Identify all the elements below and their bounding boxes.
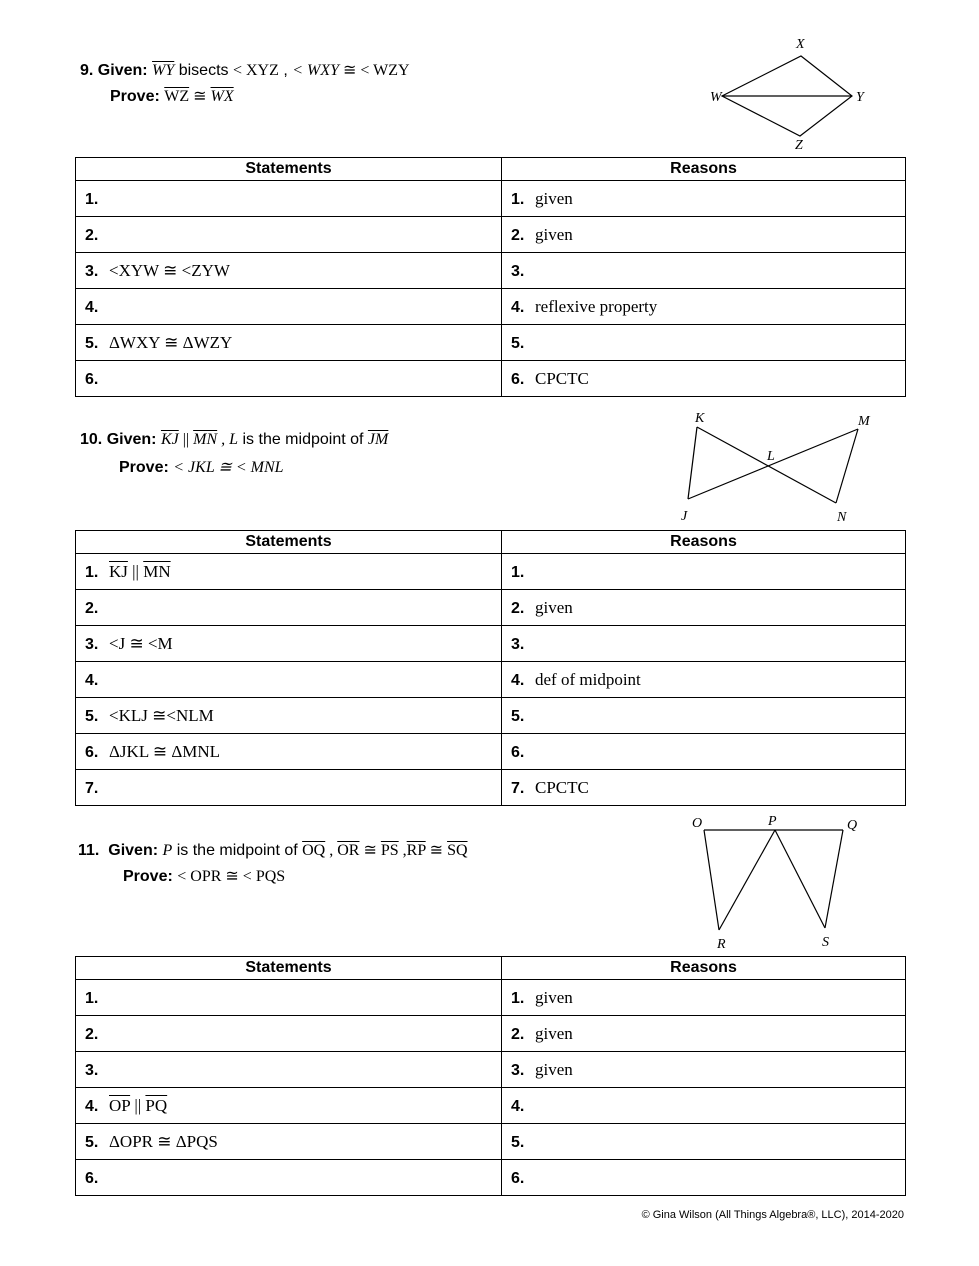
table-row <box>76 590 906 626</box>
copyright-footer: © Gina Wilson (All Things Algebra®, LLC), 2014-2020 <box>641 1209 904 1221</box>
figure-bowtie-jklmn <box>670 402 890 530</box>
statement-cell[interactable] <box>76 253 502 289</box>
vertex-label: N <box>837 510 847 525</box>
reason-cell[interactable] <box>502 289 906 325</box>
reason-text: given <box>535 597 573 617</box>
prove-statement: < JKL ≅ < MNL <box>173 459 284 476</box>
table-row <box>76 181 906 217</box>
step-number: 6. <box>85 743 99 761</box>
step-number: 2. <box>85 599 99 617</box>
column-header: Reasons <box>502 158 906 181</box>
step-number: 3. <box>511 635 525 653</box>
problem-number: 11. <box>78 842 100 859</box>
vertex-label: L <box>767 449 775 464</box>
step-number: 1. <box>511 989 525 1007</box>
step-number: 5. <box>511 1133 525 1151</box>
given-label: Given: <box>108 842 159 859</box>
step-number: 6. <box>511 1169 525 1187</box>
segment: $\overline{OQ}$ <box>302 842 326 859</box>
reason-text: given <box>535 224 573 244</box>
step-number: 4. <box>511 298 525 316</box>
step-number: 1. <box>85 190 99 208</box>
step-number: 7. <box>85 779 99 797</box>
proof-table-11 <box>75 956 906 1196</box>
column-header: Reasons <box>502 531 906 554</box>
segment: $\overline{WX}$ <box>210 88 234 105</box>
step-number: 2. <box>85 226 99 244</box>
step-number: 6. <box>511 743 525 761</box>
reason-cell[interactable] <box>502 1016 906 1052</box>
figure-kite-wxyz <box>700 32 880 157</box>
table-row <box>76 554 906 590</box>
parallel-symbol: || <box>130 1095 146 1115</box>
parallel-symbol: || <box>178 431 194 448</box>
step-number: 5. <box>85 334 99 352</box>
vertex-label: Q <box>847 818 858 833</box>
segment: $\overline{KJ}$ <box>109 561 128 581</box>
statement-cell[interactable] <box>76 1088 502 1124</box>
proof-table-10 <box>75 530 906 806</box>
prove-label: Prove: <box>119 459 169 476</box>
reason-cell[interactable] <box>502 1052 906 1088</box>
step-number: 2. <box>511 1025 525 1043</box>
vertex-label: S <box>822 935 829 950</box>
statement-cell[interactable] <box>76 590 502 626</box>
step-number: 2. <box>511 599 525 617</box>
angle: < WZY <box>360 62 410 79</box>
step-number: 5. <box>85 1133 99 1151</box>
step-number: 4. <box>511 671 525 689</box>
vertex-label: P <box>768 814 777 829</box>
table-row <box>76 1160 906 1196</box>
step-number: 1. <box>85 563 99 581</box>
segment: $\overline{JM}$ <box>367 431 389 448</box>
proof-table-9 <box>75 157 906 397</box>
statement-cell[interactable] <box>76 325 502 361</box>
segment: $\overline{OP}$ <box>109 1095 131 1115</box>
problem-number: 10. <box>80 431 103 448</box>
column-header: Reasons <box>502 957 906 980</box>
vertex-label: M <box>858 414 870 429</box>
segment: $\overline{PS}$ <box>380 842 399 859</box>
segment-jm <box>688 429 858 499</box>
statement-cell[interactable] <box>76 1052 502 1088</box>
table-row <box>76 770 906 806</box>
problem-11-given <box>78 840 468 860</box>
reason-cell[interactable] <box>502 1088 906 1124</box>
given-text: is the midpoint of <box>172 842 303 859</box>
problem-10-given <box>80 431 388 449</box>
step-number: 2. <box>511 226 525 244</box>
segment-ps <box>775 830 825 928</box>
step-number: 6. <box>511 370 525 388</box>
prove-statement: < OPR ≅ < PQS <box>177 868 286 885</box>
step-number: 2. <box>85 1025 99 1043</box>
reason-cell[interactable] <box>502 626 906 662</box>
given-label: Given: <box>97 62 148 79</box>
column-header: Statements <box>76 957 502 980</box>
prove-label: Prove: <box>110 88 160 105</box>
reason-cell[interactable] <box>502 181 906 217</box>
step-number: 1. <box>511 563 525 581</box>
segment: $\overline{KJ}$ <box>160 431 179 448</box>
given-text: bisects <box>174 62 233 79</box>
vertex-label: Z <box>795 138 803 153</box>
reason-text: given <box>535 987 573 1007</box>
prove-label: Prove: <box>123 868 173 885</box>
statement-cell[interactable] <box>76 698 502 734</box>
segment-or <box>704 830 719 930</box>
comma: , <box>325 842 338 859</box>
reason-text: reflexive property <box>535 296 658 316</box>
statement-text: ΔOPR ≅ ΔPQS <box>109 1131 218 1151</box>
table-row <box>76 980 906 1016</box>
reason-cell[interactable] <box>502 770 906 806</box>
statement-text: <J ≅ <M <box>109 633 173 653</box>
reason-text: given <box>535 188 573 208</box>
statement-cell[interactable] <box>76 626 502 662</box>
step-number: 3. <box>85 1061 99 1079</box>
segment: $\overline{WZ}$ <box>164 88 190 105</box>
problem-number: 9. <box>80 62 94 79</box>
vertex-label: Y <box>856 90 864 105</box>
reason-text: CPCTC <box>535 368 589 388</box>
reason-cell[interactable] <box>502 1160 906 1196</box>
table-row <box>76 626 906 662</box>
statement-text <box>109 562 171 581</box>
statement-cell[interactable] <box>76 770 502 806</box>
step-number: 3. <box>85 262 99 280</box>
step-number: 3. <box>85 635 99 653</box>
step-number: 4. <box>85 298 99 316</box>
reason-cell[interactable] <box>502 325 906 361</box>
segment-mn <box>836 429 858 503</box>
congruent-symbol: ≅ <box>425 842 448 859</box>
statement-cell[interactable] <box>76 1016 502 1052</box>
given-text: is the midpoint of <box>238 431 368 448</box>
reason-text: given <box>535 1059 573 1079</box>
segment-rp <box>719 830 775 930</box>
statement-cell[interactable] <box>76 1124 502 1160</box>
vertex-label: R <box>717 937 726 952</box>
reason-cell[interactable] <box>502 590 906 626</box>
table-row <box>76 217 906 253</box>
parallel-symbol: || <box>127 561 144 581</box>
statement-text: ΔJKL ≅ ΔMNL <box>109 741 221 761</box>
comma: , <box>398 842 407 859</box>
reason-text: def of midpoint <box>535 669 641 689</box>
reason-cell[interactable] <box>502 980 906 1016</box>
reason-cell[interactable] <box>502 662 906 698</box>
statement-text <box>109 1096 167 1115</box>
problem-9-given <box>80 60 410 80</box>
vertex-label: O <box>692 816 703 831</box>
segment-kn <box>697 427 836 503</box>
step-number: 6. <box>85 370 99 388</box>
column-header: Statements <box>76 158 502 181</box>
step-number: 4. <box>85 671 99 689</box>
step-number: 1. <box>511 190 525 208</box>
statement-text: ΔWXY ≅ ΔWZY <box>109 332 233 352</box>
table-row <box>76 325 906 361</box>
angle: < XYZ <box>232 62 279 79</box>
reason-cell[interactable] <box>502 698 906 734</box>
table-row <box>76 1052 906 1088</box>
table-row <box>76 361 906 397</box>
table-row <box>76 734 906 770</box>
segment: $\overline{RP}$ <box>406 842 426 859</box>
step-number: 4. <box>511 1097 525 1115</box>
vertex-label: W <box>710 90 722 105</box>
segment: $\overline{PQ}$ <box>145 1095 168 1115</box>
statement-cell[interactable] <box>76 554 502 590</box>
vertex-label: K <box>695 411 705 426</box>
problem-10-prove <box>119 457 284 477</box>
figure-w-opqrs <box>680 810 880 955</box>
step-number: 7. <box>511 779 525 797</box>
congruent-symbol: ≅ <box>339 62 361 79</box>
statement-cell[interactable] <box>76 361 502 397</box>
step-number: 5. <box>511 707 525 725</box>
comma: , <box>217 431 230 448</box>
comma: , <box>278 62 293 79</box>
given-label: Given: <box>106 431 157 448</box>
reason-cell[interactable] <box>502 1124 906 1160</box>
statement-cell[interactable] <box>76 1160 502 1196</box>
statement-cell[interactable] <box>76 980 502 1016</box>
statement-cell[interactable] <box>76 217 502 253</box>
table-row <box>76 253 906 289</box>
segment: $\overline{WY}$ <box>152 62 175 79</box>
step-number: 1. <box>85 989 99 1007</box>
segment: $\overline{MN}$ <box>193 431 218 448</box>
reason-cell[interactable] <box>502 734 906 770</box>
segment-kj <box>688 427 697 499</box>
reason-cell[interactable] <box>502 361 906 397</box>
table-row <box>76 289 906 325</box>
statement-text: <KLJ ≅<NLM <box>109 705 214 725</box>
step-number: 3. <box>511 262 525 280</box>
vertex-label: J <box>681 509 688 524</box>
point-label: P <box>162 842 173 859</box>
statement-cell[interactable] <box>76 734 502 770</box>
step-number: 4. <box>85 1097 99 1115</box>
angle: < WXY <box>292 62 340 79</box>
step-number: 5. <box>85 707 99 725</box>
congruent-symbol: ≅ <box>359 842 381 859</box>
table-row <box>76 698 906 734</box>
statement-cell[interactable] <box>76 289 502 325</box>
problem-9-prove <box>110 86 234 106</box>
table-row <box>76 1124 906 1160</box>
segment: $\overline{SQ}$ <box>447 842 468 859</box>
reason-cell[interactable] <box>502 217 906 253</box>
column-header: Statements <box>76 531 502 554</box>
segment-sq <box>825 830 843 928</box>
statement-cell[interactable] <box>76 662 502 698</box>
segment: $\overline{MN}$ <box>143 561 171 581</box>
step-number: 3. <box>511 1061 525 1079</box>
segment: $\overline{OR}$ <box>337 842 360 859</box>
step-number: 6. <box>85 1169 99 1187</box>
table-row <box>76 1016 906 1052</box>
congruent-symbol: ≅ <box>189 88 211 105</box>
vertex-label: X <box>796 37 805 52</box>
reason-cell[interactable] <box>502 554 906 590</box>
problem-11-prove <box>123 866 285 886</box>
statement-text: <XYW ≅ <ZYW <box>109 260 230 280</box>
table-row <box>76 662 906 698</box>
statement-cell[interactable] <box>76 181 502 217</box>
reason-text: given <box>535 1023 573 1043</box>
point-label: L <box>229 431 239 448</box>
table-row <box>76 1088 906 1124</box>
step-number: 5. <box>511 334 525 352</box>
reason-text: CPCTC <box>535 777 589 797</box>
reason-cell[interactable] <box>502 253 906 289</box>
